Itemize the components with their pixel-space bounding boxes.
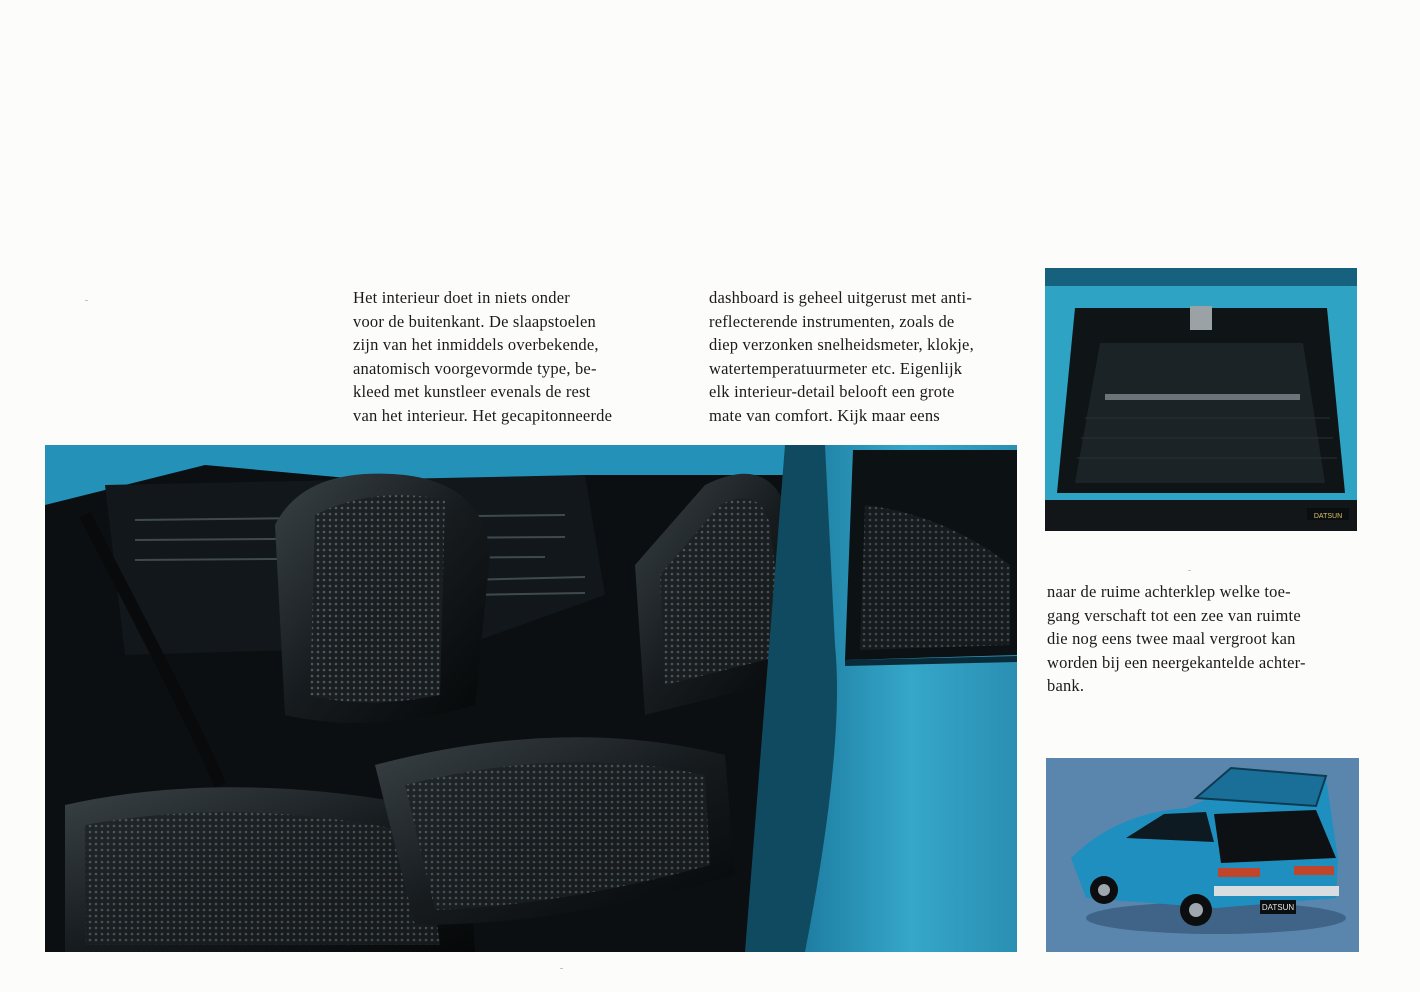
text-line: watertemperatuurmeter etc. Eigenlijk [709, 358, 963, 378]
text-line: voor de buitenkant. De slaapstoelen [353, 311, 596, 331]
text-line: zijn van het inmiddels overbekende, [353, 335, 599, 354]
text-line: worden bij een neergekantelde achter- [1047, 652, 1306, 672]
text-line: kleed met kunstleer evenals de rest [353, 382, 591, 401]
print-speck [560, 968, 563, 969]
text-line: van het interieur. Het gecapitonneerde [353, 405, 613, 425]
text-line: diep verzonken snelheidsmeter, klokje, [709, 335, 974, 354]
text-line: gang verschaft tot een zee van ruimte [1047, 605, 1301, 625]
trunk-illustration [1045, 268, 1357, 531]
text-line: mate van comfort. Kijk maar eens [709, 405, 940, 425]
dashboard-text-column [709, 286, 1029, 427]
text-line: reflecterende instrumenten, zoals de [709, 311, 955, 331]
print-speck [85, 300, 88, 301]
text-line: elk interieur-detail belooft een grote [709, 382, 955, 401]
trunk-badge: DATSUN [1313, 513, 1343, 520]
car-illustration [1046, 758, 1359, 952]
trunk-text-column [1047, 580, 1367, 698]
text-line: anatomisch voorgevormde type, be- [353, 358, 597, 378]
car-interior-illustration [45, 445, 1017, 952]
trunk-photo [1045, 268, 1357, 531]
car-plate: DATSUN [1261, 903, 1295, 912]
print-speck [1188, 570, 1191, 571]
text-line: naar de ruime achterklep welke toe- [1047, 582, 1291, 601]
text-line: bank. [1047, 676, 1085, 695]
car-rear-photo [1046, 758, 1359, 952]
interior-photo [45, 445, 1017, 952]
text-line: Het interieur doet in niets onder [353, 288, 570, 307]
intro-text-column [353, 286, 673, 427]
text-line: dashboard is geheel uitgerust met anti- [709, 288, 973, 307]
text-line: die nog eens twee maal vergroot kan [1047, 629, 1296, 648]
